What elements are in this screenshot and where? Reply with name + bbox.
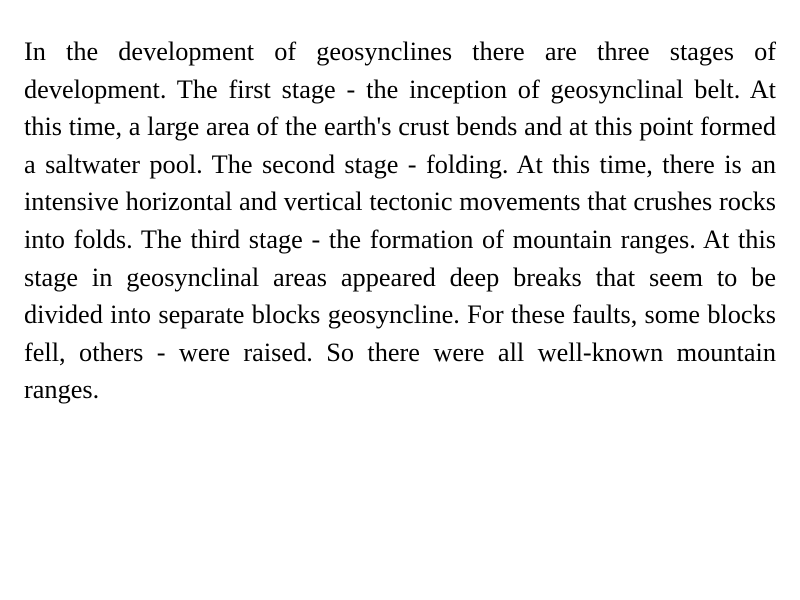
body-paragraph: In the development of geosynclines there are three stages of development. The first stage - the inception of geosynclinal belt. At this time, a large area of the earth's crust bends and at this point formed a saltwater pool. The second stage - folding. At this time, there is an intensive horizontal and vertical tectonic movements that crushes rocks into folds. The third stage - the formation of mountain ranges. At this stage in geosynclinal areas appeared deep breaks that seem to be divided into separate blocks geosyncline. For these faults, some blocks fell, others - were raised. So there were all well-known mountain ranges.	[24, 37, 776, 405]
